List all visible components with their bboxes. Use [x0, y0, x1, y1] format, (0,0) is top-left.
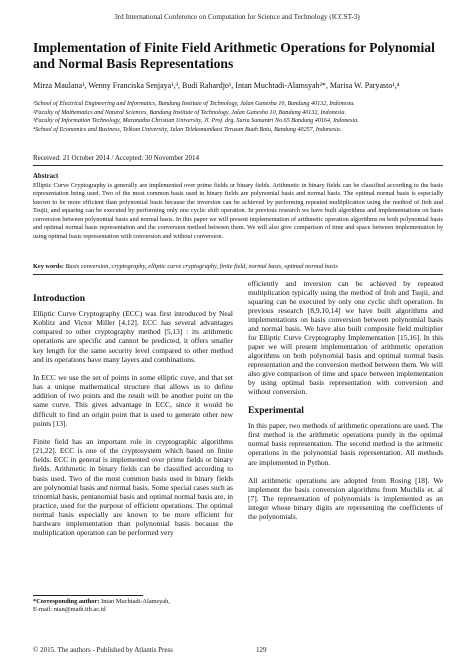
- experimental-paragraph-1: In this paper, two methods of arithmetic operations are used. The first method is the arithmetic operations purely in the optimal normal basis representation. The second method is the aritmetic operations in the polynomial basis representation. All methods are implemented in Python.: [248, 421, 443, 467]
- column-left: [33, 279, 233, 547]
- footnote-label: *Corresponding author:: [33, 598, 100, 605]
- intro-paragraph-4: efficiently and inversion can be achieved by repeated multiplication typically using the method of Itoh and Tsujii, and squaring can be executed by only one cyclic shift operation. In previous research [8,9,10,14] we have built algorithms and implementations on basis conversion between polynomial basis and normal basis. We have also built composite field multiplier for Elliptic Curve Cryptography Implementation [15,16]. In this paper we will present implementation of arithmetic operation algorithms on both polynomial basis and optimal normal basis representation and the conversion method between them. We will also give comparison of time and space between implementation by using optimal basis representation with conversion and without conversion.: [248, 279, 443, 396]
- affiliation-4: ⁴School of Economics and Business, Telkom University, Jalan Telekomunikasi Terusan Buah Batu, Bandung 40257, Indonesia.: [33, 126, 342, 133]
- footnote-divider: [33, 595, 143, 596]
- experimental-heading: Experimental: [248, 405, 304, 416]
- paper-title: Implementation of Finite Field Arithmetic Operations for Polynomial and Normal Basis Representations: [33, 40, 435, 71]
- keywords: [33, 263, 443, 270]
- footnote: [33, 598, 170, 614]
- intro-paragraph-1: Elliptic Curve Cryptography (ECC) was first introduced by Neal Koblitz and Victor Miller [4,12]. ECC has several advantages compared to other cryptography method [5,13] : its arithmetic operations are specific and cannot be predicted, it offers smaller key length for the same security level compared to other method and its operations have many layers and combinations.: [33, 309, 233, 364]
- affiliations: [33, 100, 443, 134]
- copyright-notice: © 2015. The authors - Published by Atlantis Press: [33, 646, 173, 654]
- abstract-text: Elliptic Curve Cryptography is generally are implemented over prime fields or binary fields. Arithmetic in binary fields can be classified according to the basis representation being used. Two of the most common basis used in binary fields are polynomial basis and normal basis. The optimal normal basis is especially known to be more efficient than polynomial basis because the inversion can be achieved by performing repeated multiplication using the method of Itoh and Tsujii, and squaring can be executed by performing only one cyclic shift operation. In previous research we have built algorithms and implementations on basis conversion between polynomial basis and normal basis. In this paper we will present implementation of arithmetic operation algorithms on both polynomial basis and optimal normal basis representation and the conversion method between them. We will also give comparison of time and space between implementation by using optimal basis representation with conversion and without conversion.: [33, 181, 443, 240]
- page-number: 129: [256, 646, 267, 654]
- experimental-paragraph-2: All arithmetic operations are adopted from Rosing [18]. We implement the basis conversion algorithms from Muchlis et. al [7]. The representation of polynomials is implemented as an integer whose binary digits are representing the coefficients of the polynomials.: [248, 475, 443, 522]
- keywords-label: Key words:: [33, 263, 64, 270]
- received-date: Received: 21 October 2014 / Accepted: 30 November 2014: [33, 154, 200, 162]
- footnote-name: Intan Muchtadi-Alamsyah,: [101, 598, 170, 605]
- divider-top: [33, 165, 443, 166]
- author-list: Mirza Maulana¹, Wenny Franciska Senjaya¹,³, Budi Rahardjo¹, Intan Muchtadi-Alamsyah²*, Marisa W. Paryasto¹,⁴: [33, 81, 400, 90]
- abstract-heading: Abstract: [33, 173, 59, 180]
- abstract: [33, 173, 443, 241]
- affiliation-2: ²Faculty of Mathematics and Natural Sciences, Bandung Institute of Technology, Jalan Ganesha 10, Bandung 40132, Indonesia.: [33, 109, 347, 116]
- affiliation-1: ¹School of Electrical Engineering and Informatics, Bandung Institute of Technology, Jalan Ganesha 10, Bandung 40132, Indonesia.: [33, 101, 355, 107]
- column-right: [248, 279, 443, 531]
- affiliation-3: ³Faculty of Information Technology, Maranatha Christian University, Jl. Prof. drg. Suria Sumantri No.65 Bandung 40164, Indonesia.: [33, 118, 359, 125]
- introduction-heading: Introduction: [33, 293, 86, 304]
- intro-paragraph-2: In ECC we use the set of points in some elliptic cuve, and that set has a unique mathematical structure that allows us to define addition of two points and the result will be another point on the same curve. This gives advantage in ECC, since it would be difficult to find an origin point that is used to generate other new points [13].: [33, 372, 233, 428]
- keywords-text: Basis conversion, cryptography, elliptic curve cryptography, finite field, normal basis, optimal normal basis: [65, 263, 338, 270]
- divider-bottom: [33, 274, 443, 275]
- intro-paragraph-3: Finite field has an important role in cryptographic algorithms [21,22]. ECC is one of the cryptosystem which based on finite fields. ECC in general is implemented over prime fields or binary fields. Arithmetic in binary fields can be classified according to basis used. Two of the most common basis used in binary fields are polynomial basis and normal basis. Some special cases such as trinomial basis, pentanomial basis and optimal normal basis are, in practice, used for the purpose of efficient operations. The optimal normal basis especially are known to be more efficient for hardware implementation than polynomial basis because the multiplication operation can be performed very: [33, 436, 233, 538]
- running-header: 3rd International Conference on Computation for Science and Technology (ICCST-3): [114, 13, 360, 21]
- footnote-email: E-mail: ntan@math.itb.ac.id: [33, 606, 106, 613]
